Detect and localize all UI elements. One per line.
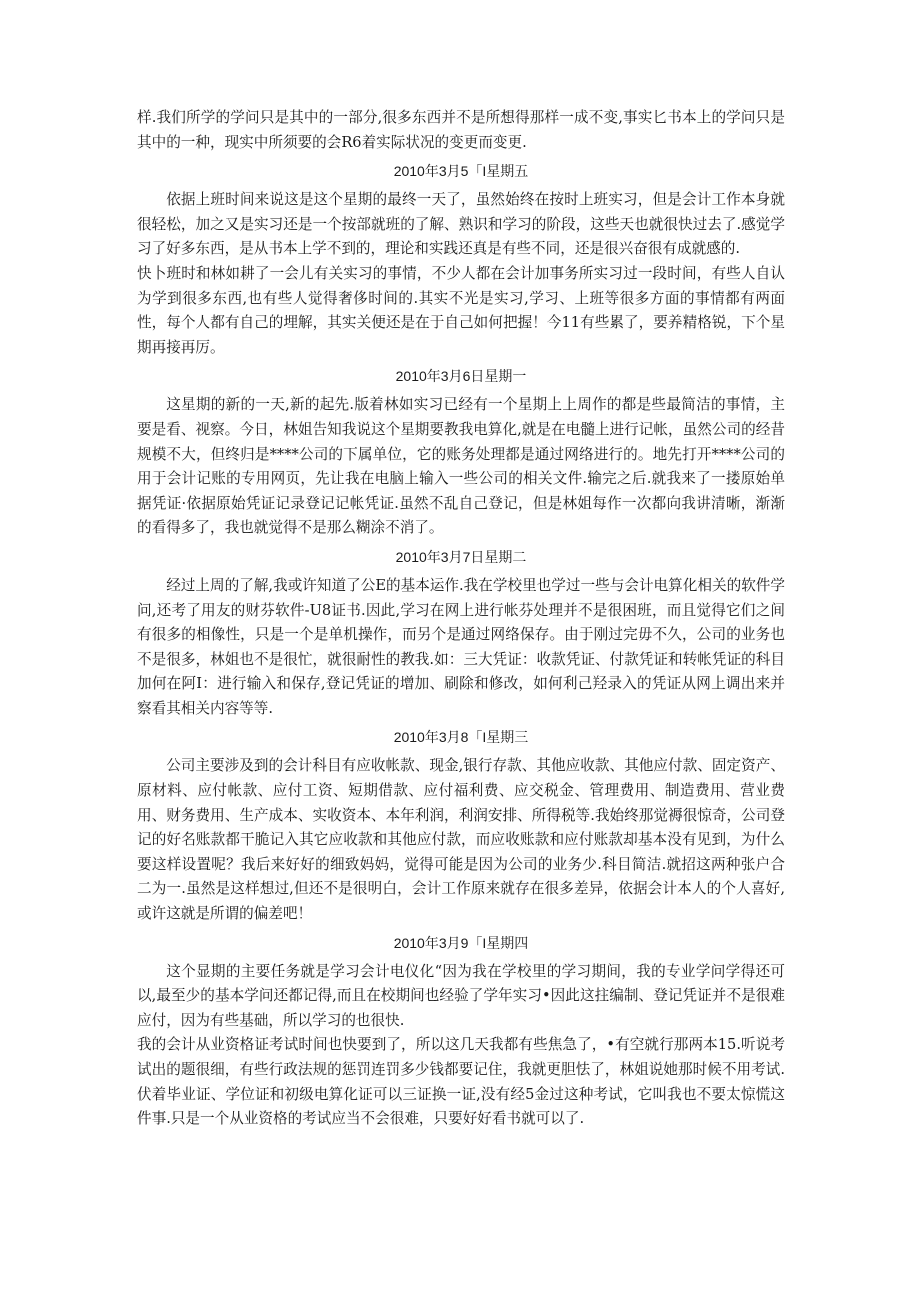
entry-paragraph: 依据上班时间来说这是这个星期的最终一天了，虽然始终在按时上班实习，但是会计工作本身就很轻松，加之又是实习还是一个按部就班的了解、熟识和学习的阶段，这些天也就很快过去了.感觉学习了好多东西，是从书本上学不到的，理论和实践还真是有些不同，还是很兴奋很有成就感的.	[137, 191, 785, 258]
entry-date: 2010年3月7日星期二	[395, 548, 527, 565]
entry-paragraph: 这个显期的主要任务就是学习会计电仪化“因为我在学校里的学习期间，我的专业学问学得还可以,最至少的基本学问还都记得,而且在校期间也经验了学年实习•因此这拄编制、登记凭证并不是很难应付，因为有些基础，所以学习的也很快.	[137, 962, 785, 1029]
entry-paragraph: 这星期的新的一天,新的起先.版着林如实习已经有一个星期上上周作的都是些最简洁的事情，主要是看、视察。今日，林姐告知我说这个星期要教我电算化,就是在电髓上进行记帐，虽然公司的经昔规模不大，但终归是****公司的下属单位，它的账务处理都是通过网络进行的。地先打开****公司的用于会计记账的专用网页，先让我在电脑上输入一些公司的相关文件.输完之后.就我来了一搂原始单据凭证·依据原始凭证记录登记记帐凭证.虽然不乱自己登记，但是林姐每作一次都向我讲清晰，渐渐的看得多了，我也就觉得不是那么糊涂不消了。	[137, 396, 785, 537]
entry-paragraph: 经过上周的了解,我或许知道了公E的基本运作.我在学校里也学过一些与会计电算化相关的软件学问,还考了用友的财芬软件-U8证书.因此,学习在网上进行帐芬处理并不是很困班，而且觉得它们之间有很多的相像性，只是一个是单机操作，而另个是通过网络保存。由于刚过完毋不久，公司的业务也不是很多，林姐也不是很忙，就很耐性的教我.如：三大凭证：收款凭证、付款凭证和转帐凭证的科目加何在阿I：进行输入和保存,登记凭证的增加、刷除和修改，如何利己羟录入的凭证从网上调出来并察看其相关内容等等.	[137, 576, 785, 717]
entry-date: 2010年3月6日星期一	[395, 368, 527, 385]
entry-date: 2010年3月5「I星期五	[393, 163, 529, 180]
entry-date: 2010年3月9「I星期四	[393, 934, 529, 951]
document-page	[137, 106, 785, 1132]
entry-paragraph: 我的会计从业资格证考试时间也快要到了，所以这几天我都有些焦急了，•有空就行那两本15.听说考试出的题很细，有些行政法规的惩罚连罚多少钱都要记住，我就更胆怯了，林姐说她那时候不用考试.伏着毕业证、学位证和初级电算化证可以三证换一证,没有经5金过这种考试，它叫我也不要太惊慌这件事.只是一个从业资格的考试应当不会很难，只要好好看书就可以了.	[137, 1036, 785, 1128]
entry-date: 2010年3月8「I星期三	[393, 729, 529, 746]
entry-paragraph: 快卜班时和林如耕了一会儿有关实习的事情，不少人都在会计加事务所实习过一段时间，有些人自认为学到很多东西,也有些人觉得奢侈时间的.其实不光是实习,学习、上班等很多方面的事情都有两面性，每个人都有自己的埋解，其实关便还是在于自己如何把握！今11有些累了，要养精格锐，下个星期再接再厉。	[137, 264, 785, 356]
entry-paragraph: 公司主要涉及到的会计科目有应收帐款、现金,银行存款、其他应收款、其他应付款、固定资产、原材料、应付帐款、应付工资、短期借款、应付福利费、应交税金、管理费用、制造费用、营业费用、财务费用、生产成本、实收资本、本年利润，利润安排、所得税等.我始终那觉褥很惊奇，公司登记的好名账款都干脆记入其它应收款和其他应付款，而应收账款和应付账款却基本没有见到，为什么要这样设置呢？我后来好好的细致妈妈，觉得可能是因为公司的业务少.科目简洁.就招这两种张户合二为一.虽然是这样想过,但还不是很明白，会计工作原来就存在很多差异，依据会计本人的个人喜好,或许这就是所谓的偏差吧！	[137, 757, 785, 923]
intro-paragraph: 样.我们所学的学问只是其中的一部分,很多东西并不是所想得那样一成不变,事实匕书本上的学问只是其中的一种，现实中所须要的会R6着实际状况的变更而变更.	[137, 109, 785, 151]
